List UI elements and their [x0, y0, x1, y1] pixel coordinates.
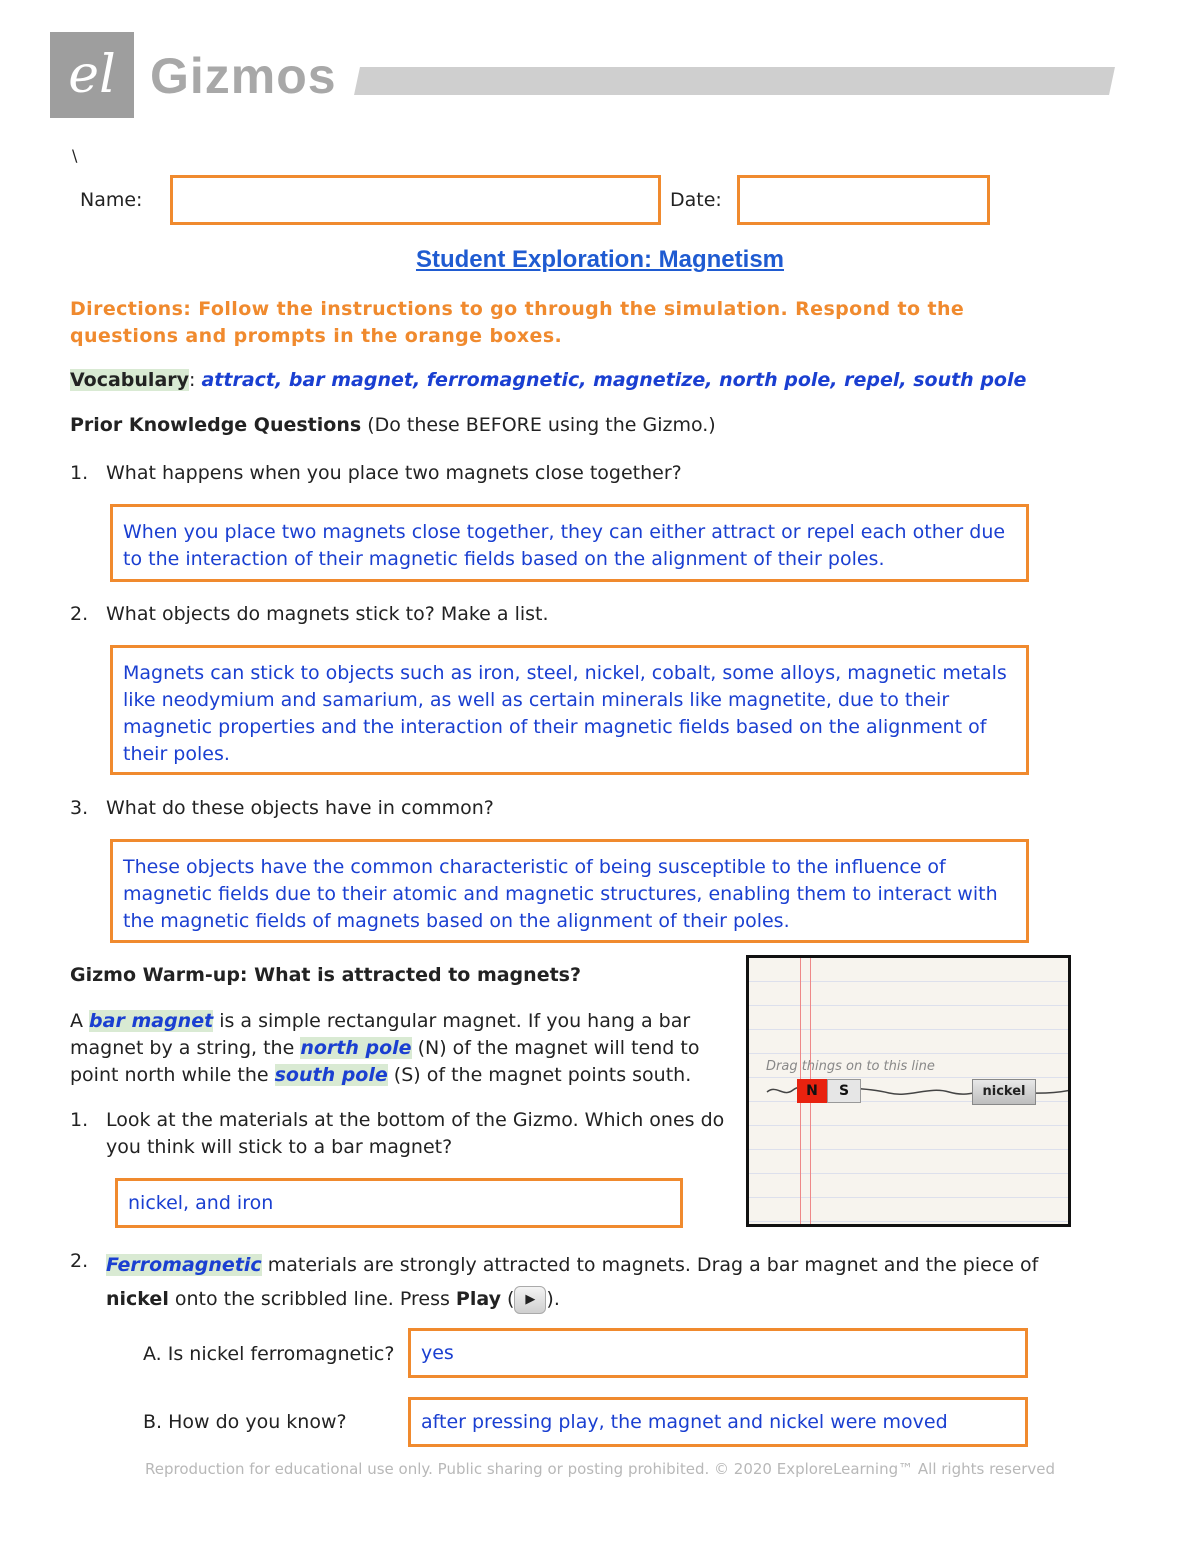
warmup-answer-1[interactable]: nickel, and iron	[115, 1178, 683, 1228]
date-field[interactable]	[737, 175, 990, 225]
vocabulary-terms: attract, bar magnet, ferromagnetic, magnetize, north pole, repel, south pole	[201, 369, 1027, 391]
pk-answer-3[interactable]: These objects have the common characteristic of being susceptible to the influence of magnetic fields due to their atomic and magnetic structures, enabling them to interact with the magnetic fields of magnets based on the alignment of their poles.	[110, 839, 1029, 943]
term-ferromagnetic: Ferromagnetic	[106, 1254, 262, 1276]
subquestion-a-label: A. Is nickel ferromagnetic?	[143, 1343, 395, 1365]
question-number: 3.	[70, 797, 89, 819]
term-bar-magnet: bar magnet	[89, 1010, 214, 1032]
para-text: is a simple rectangular magnet. If you hang a bar magnet by a string, the	[70, 1010, 691, 1059]
play-icon: ▶	[514, 1286, 546, 1314]
vocabulary-line	[70, 369, 1026, 391]
question-number: 1.	[70, 462, 89, 484]
bar-magnet-north[interactable]: N	[797, 1079, 827, 1103]
question-number: 1.	[70, 1109, 89, 1131]
question-text: What happens when you place two magnets close together?	[106, 462, 682, 484]
para-text: A	[70, 1010, 90, 1032]
pk-answer-1[interactable]: When you place two magnets close together, they can either attract or repel each other due to the interaction of their magnetic fields based on the alignment of their poles.	[110, 504, 1029, 582]
vocabulary-colon: :	[189, 369, 196, 391]
question-text: What objects do magnets stick to? Make a list.	[106, 603, 549, 625]
term-south-pole: south pole	[274, 1064, 388, 1086]
name-field[interactable]	[170, 175, 661, 225]
term-north-pole: north pole	[300, 1037, 412, 1059]
nickel-piece[interactable]: nickel	[972, 1079, 1036, 1105]
para-text: (S) of the magnet points south.	[387, 1064, 692, 1086]
vocabulary-label: Vocabulary	[70, 369, 190, 391]
prior-knowledge-note: (Do these BEFORE using the Gizmo.)	[361, 414, 716, 436]
subquestion-b-answer[interactable]: after pressing play, the magnet and nickel were moved	[408, 1397, 1028, 1447]
footer-copyright: Reproduction for educational use only. Public sharing or posting prohibited. © 2020 ExploreLearning™ All rights reserved	[144, 1460, 1055, 1478]
gizmo-line-label: Drag things on to this line	[766, 1059, 935, 1074]
pk-answer-2[interactable]: Magnets can stick to objects such as iron, steel, nickel, cobalt, some alloys, magnetic metals like neodymium and samarium, as well as certain minerals like magnetite, due to their magnetic properties and the interaction of their magnetic fields based on the alignment of their poles.	[110, 645, 1029, 775]
para-text: (N) of the magnet will tend to point north while the	[70, 1037, 700, 1086]
header-banner	[354, 67, 1115, 95]
question-number: 2.	[70, 1250, 89, 1272]
date-label: Date:	[670, 189, 722, 211]
subquestion-a-answer[interactable]: yes	[408, 1328, 1028, 1378]
warmup-heading: Gizmo Warm-up: What is attracted to magnets?	[70, 964, 581, 986]
logo-glyph: el	[68, 45, 116, 105]
name-label: Name:	[80, 189, 143, 211]
page-title: Student Exploration: Magnetism	[415, 246, 784, 273]
question-fragment: ).	[546, 1288, 560, 1310]
prior-knowledge-title: Prior Knowledge Questions	[70, 414, 362, 436]
question-number: 2.	[70, 603, 89, 625]
question-text	[106, 1248, 1106, 1316]
question-fragment: (	[500, 1288, 515, 1310]
bold-nickel: nickel	[106, 1288, 169, 1310]
question-text: What do these objects have in common?	[106, 797, 494, 819]
subquestion-b-label: B. How do you know?	[143, 1411, 347, 1433]
question-fragment: onto the scribbled line. Press	[168, 1288, 456, 1310]
directions: Directions: Follow the instructions to go through the simulation. Respond to the questions and prompts in the orange boxes.	[70, 298, 965, 347]
warmup-paragraph	[70, 1008, 710, 1089]
question-fragment: materials are strongly attracted to magnets. Drag a bar magnet and the piece of	[261, 1254, 1039, 1276]
stray-mark: \	[72, 146, 78, 165]
gizmo-screenshot	[746, 955, 1071, 1227]
gizmos-brand: Gizmos	[150, 48, 337, 104]
bold-play: Play	[455, 1288, 501, 1310]
bar-magnet-south[interactable]: S	[827, 1079, 861, 1103]
question-text: Look at the materials at the bottom of the Gizmo. Which ones do you think will stick to a bar magnet?	[106, 1109, 725, 1158]
prior-knowledge-heading	[70, 414, 716, 436]
explorelearning-logo	[50, 32, 134, 118]
